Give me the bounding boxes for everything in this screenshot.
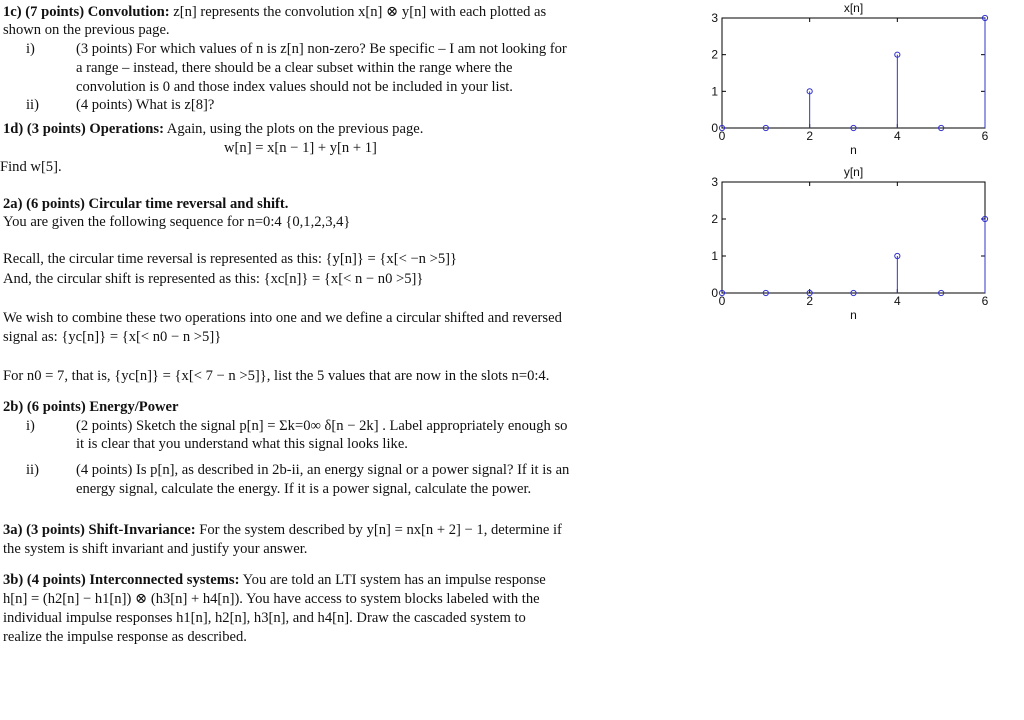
y-tick-label: 2 [711,47,718,62]
y-tick-label: 1 [711,249,718,263]
plot-frame [722,182,985,293]
x-tick-label: 2 [806,129,814,143]
y-tick-label: 1 [711,84,718,99]
y-tick-label: 0 [711,121,718,135]
q3b-line1: 3b) (4 points) Interconnected systems: You are told an LTI system has an impulse response [3,572,546,588]
x-tick-label: 6 [981,129,989,143]
q1c-line1: 1c) (7 points) Convolution: z[n] represents the convolution x[n] ⊗ y[n] with each plotted as [3,4,547,20]
q1c-i-number: i) [26,41,35,57]
q1c-i-line1: (3 points) For which values of n is z[n] non-zero? Be specific – I am not looking for [76,41,567,57]
q2a-line3: And, the circular shift is represented as this: {xc[n]} = {x[< n − n0 >5]} [3,271,424,287]
q1c-heading: 1c) (7 points) Convolution: [3,4,170,20]
plot-title: x[n] [843,1,864,15]
y-tick-label: 3 [711,175,718,189]
q2b-ii-number: ii) [26,462,39,478]
q1c-i-line3: convolution is 0 and those index values should not be included in your list. [76,79,513,95]
q3a-line1: 3a) (3 points) Shift-Invariance: For the system described by y[n] = nx[n + 2] − 1, determine if [3,522,562,538]
q1c-ii-number: ii) [26,97,39,113]
plot-frame [722,18,985,128]
q1d-find: Find w[5]. [0,159,62,175]
q3a-line2: the system is shift invariant and justify your answer. [3,541,308,557]
q1c-i-line2: a range – instead, there should be a clear subset within the range where the [76,60,513,76]
x-axis-label: n [850,143,857,157]
x-tick-label: 4 [893,129,901,143]
q2b-i-number: i) [26,418,35,434]
x-tick-label: 2 [806,294,814,308]
q1c-line2: shown on the previous page. [3,22,170,38]
q2a-line5: signal as: {yc[n]} = {x[< n0 − n >5]} [3,329,222,345]
x-tick-label: 0 [718,294,726,308]
q2a-line6: For n0 = 7, that is, {yc[n]} = {x[< 7 − n >5]}, list the 5 values that are now in the slots n=0:4. [3,368,550,384]
stem-plot-y [690,160,1000,340]
y-tick-label: 2 [711,212,718,226]
x-tick-label: 0 [718,129,726,143]
stem-plot-x [690,0,1000,170]
y-tick-label: 0 [711,286,718,300]
q3b-line3: individual impulse responses h1[n], h2[n], h3[n], and h4[n]. Draw the cascaded system to [3,610,526,626]
q3b-line2: h[n] = (h2[n] − h1[n]) ⊗ (h3[n] + h4[n]). You have access to system blocks labeled with the [3,591,540,607]
q2b-i-line2: it is clear that you understand what this signal looks like. [76,436,408,452]
q3b-heading: 3b) (4 points) Interconnected systems: [3,572,240,588]
q2a-line4: We wish to combine these two operations into one and we define a circular shifted and reversed [3,310,562,326]
q2b-i-line1: (2 points) Sketch the signal p[n] = Σk=0∞ δ[n − 2k] . Label appropriately enough so [76,418,568,434]
q1d-equation: w[n] = x[n − 1] + y[n + 1] [224,140,377,156]
q1c-ii-line1: (4 points) What is z[8]? [76,97,215,113]
q2a-line1: You are given the following sequence for n=0:4 {0,1,2,3,4} [3,214,351,230]
q2a-heading: 2a) (6 points) Circular time reversal and shift. [3,196,289,212]
x-tick-label: 6 [981,294,989,308]
q2b-ii-line1: (4 points) Is p[n], as described in 2b-ii, an energy signal or a power signal? If it is an [76,462,570,478]
q2b-ii-line2: energy signal, calculate the energy. If it is a power signal, calculate the power. [76,481,532,497]
q3b-line4: realize the impulse response as described. [3,629,247,645]
q2a-line2: Recall, the circular time reversal is represented as this: {y[n]} = {x[< −n >5]} [3,251,458,267]
q3a-heading: 3a) (3 points) Shift-Invariance: [3,522,196,538]
q2b-heading: 2b) (6 points) Energy/Power [3,399,179,415]
q1d-line1: 1d) (3 points) Operations: Again, using the plots on the previous page. [3,121,424,137]
plot-title: y[n] [843,165,864,179]
y-tick-label: 3 [711,11,718,25]
q1d-heading: 1d) (3 points) Operations: [3,121,164,137]
x-axis-label: n [850,308,857,322]
x-tick-label: 4 [893,294,901,308]
